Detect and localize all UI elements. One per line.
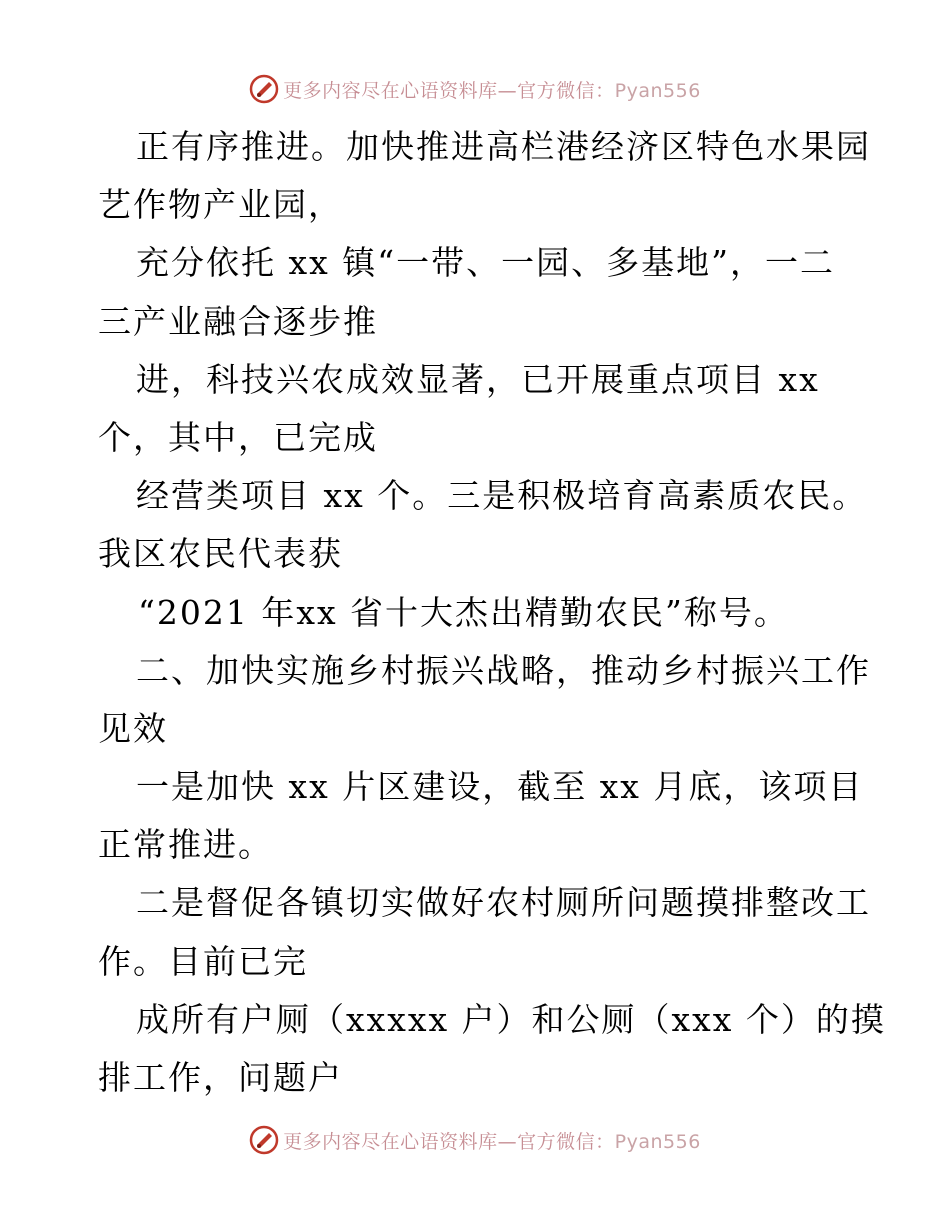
document-body — [98, 118, 886, 1107]
footer-watermark — [0, 1123, 950, 1157]
header-watermark — [0, 72, 950, 106]
brand-logo-icon — [249, 1125, 279, 1155]
text-line: 充分依托 xx 镇“一带、一园、多基地”，一二 — [136, 243, 835, 283]
brand-logo-icon — [249, 74, 279, 104]
text-line: 经营类项目 xx 个。三是积极培育高素质农民。 — [136, 476, 868, 516]
text-line: 见效 — [98, 708, 168, 748]
text-line: 二、加快实施乡村振兴战略，推动乡村振兴工作 — [136, 650, 871, 690]
watermark-text: 更多内容尽在心语资料库—官方微信： — [283, 1130, 615, 1153]
text-line: 正有序推进。加快推进高栏港经济区特色水果园 — [136, 127, 871, 166]
text-line: 二是督促各镇切实做好农村厕所问题摸排整改工 — [136, 883, 871, 923]
text-line: 作。目前已完 — [98, 941, 308, 981]
text-line: 进，科技兴农成效显著，已开展重点项目 xx — [136, 359, 820, 399]
text-line: 一是加快 xx 片区建设，截至 xx 月底，该项目 — [136, 767, 864, 807]
watermark-wechat-id: Pyan556 — [614, 1130, 701, 1153]
text-line: 艺作物产业园， — [98, 185, 343, 225]
watermark-text: 更多内容尽在心语资料库—官方微信： — [283, 79, 615, 102]
text-line: 排工作，问题户 — [98, 1058, 343, 1097]
text-line: “2021 年xx 省十大杰出精勤农民”称号。 — [138, 592, 789, 632]
text-line: 成所有户厕（xxxxx 户）和公厕（xxx 个）的摸 — [136, 999, 886, 1039]
text-line: 个，其中，已完成 — [98, 417, 378, 457]
watermark-wechat-id: Pyan556 — [614, 79, 701, 102]
text-line: 我区农民代表获 — [98, 534, 343, 574]
text-line: 正常推进。 — [98, 825, 273, 865]
text-line: 三产业融合逐步推 — [98, 301, 378, 341]
